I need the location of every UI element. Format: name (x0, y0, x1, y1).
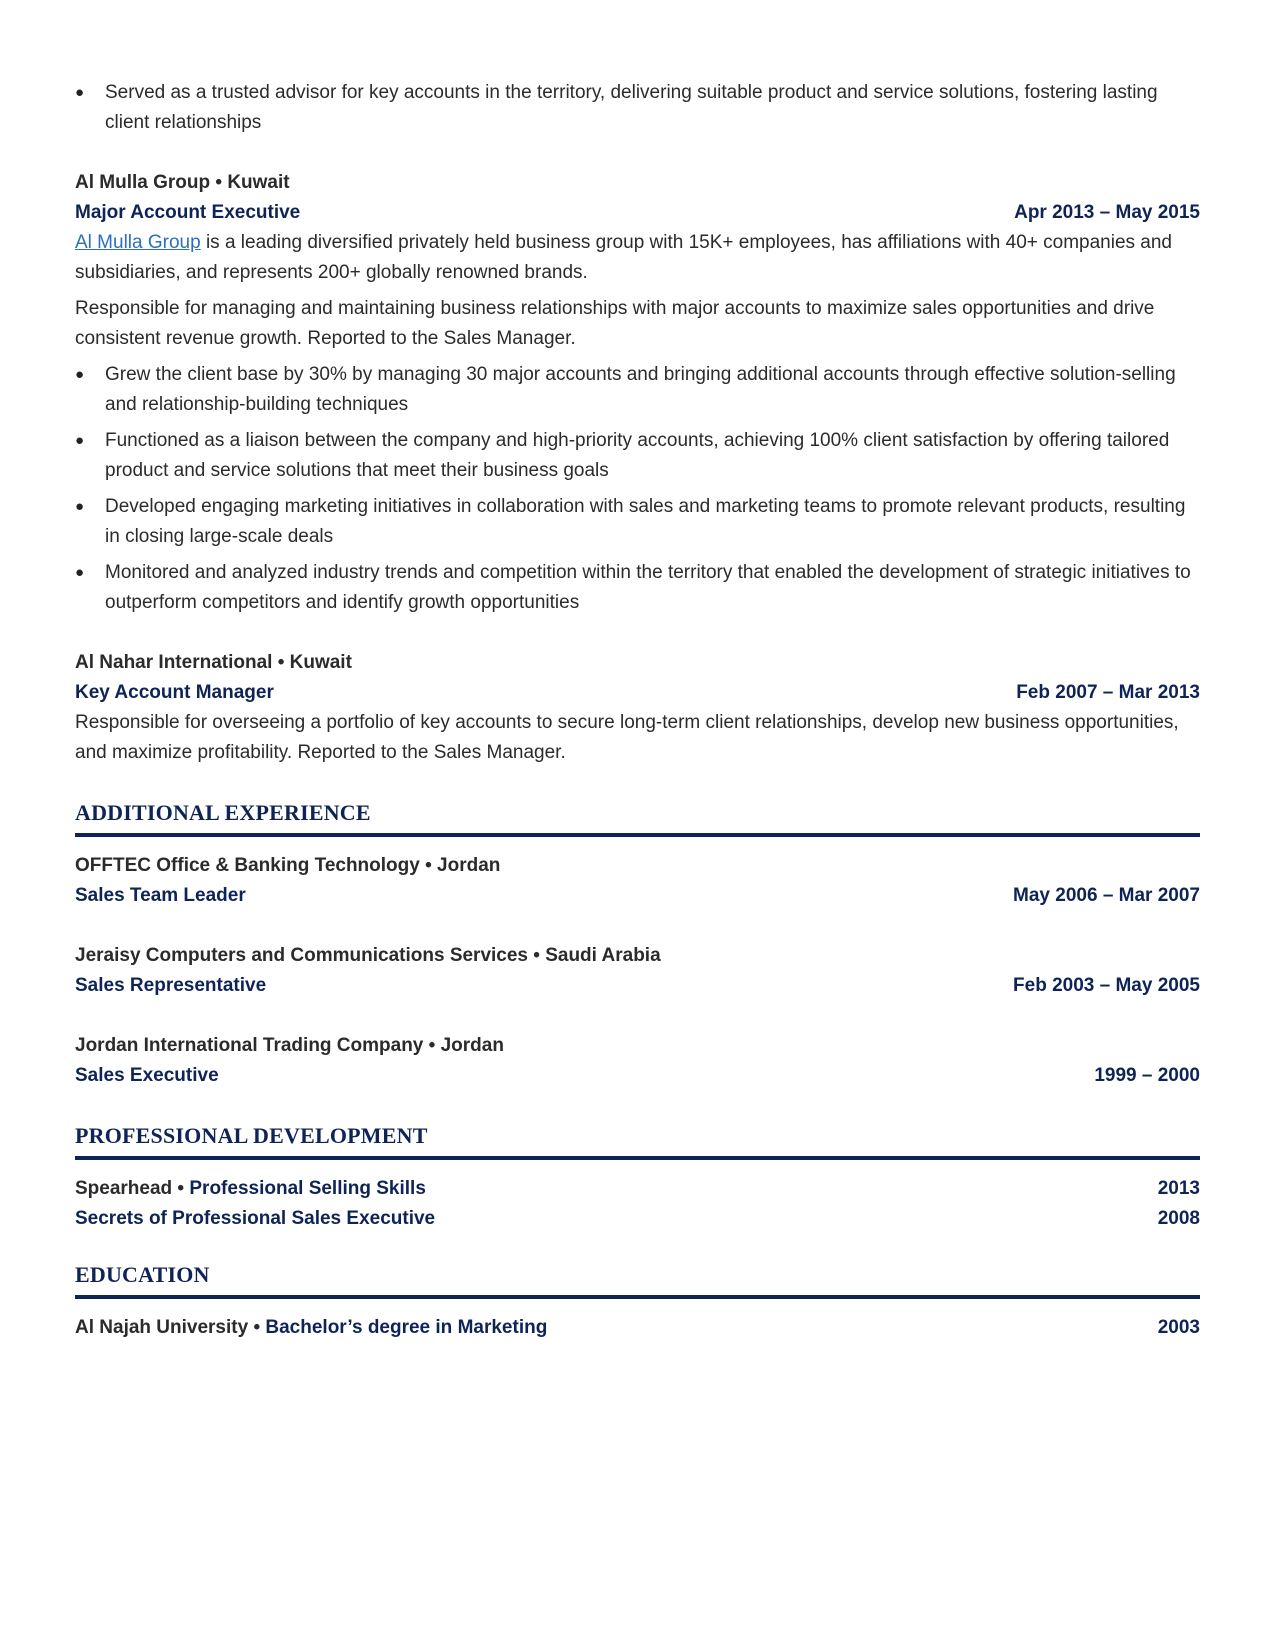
job-al-nahar (75, 648, 1200, 768)
company-name: Jordan International Trading Company • Jordan (75, 1035, 504, 1056)
intro-bullet-list (75, 78, 1200, 138)
list-item: ● Served as a trusted advisor for key accounts in the territory, delivering suitable product and service solutions, fostering lasting client relationships (75, 78, 1200, 138)
training-row (75, 1174, 1200, 1204)
role-row (75, 971, 1200, 1001)
professional-development-list (75, 1174, 1200, 1234)
role-row (75, 1061, 1200, 1091)
job-dates: Feb 2003 – May 2005 (1013, 975, 1200, 996)
role-row (75, 198, 1200, 228)
training-name (75, 1174, 426, 1204)
role-row (75, 678, 1200, 708)
job-summary: Responsible for managing and maintaining business relationships with major accounts to maximize sales opportunities and drive consistent revenue growth. Reported to the Sales Manager. (75, 298, 1155, 349)
list-item: ● Monitored and analyzed industry trends and competition within the territory that enabled the development of strategic initiatives to outperform competitors and identify growth opportunities (75, 558, 1200, 618)
job-dates: Apr 2013 – May 2015 (1014, 202, 1200, 223)
additional-job (75, 851, 1200, 911)
company-name: Al Mulla Group • Kuwait (75, 172, 290, 193)
achievement-list (75, 360, 1200, 618)
job-title: Major Account Executive (75, 202, 301, 223)
education-year: 2003 (1157, 1317, 1200, 1338)
list-item: ● Developed engaging marketing initiatives in collaboration with sales and marketing teams to promote relevant products, resulting in closing large-scale deals (75, 492, 1200, 552)
list-item: ● Functioned as a liaison between the company and high-priority accounts, achieving 100% client satisfaction by offering tailored product and service solutions that meet their business goals (75, 426, 1200, 486)
job-dates: Feb 2007 – Mar 2013 (1016, 682, 1200, 703)
role-row (75, 881, 1200, 911)
training-year: 2013 (1157, 1178, 1200, 1199)
training-org: Spearhead • (75, 1178, 190, 1199)
job-dates: May 2006 – Mar 2007 (1013, 885, 1200, 906)
company-link[interactable]: Al Mulla Group (75, 232, 201, 253)
section-title-additional-experience: ADDITIONAL EXPERIENCE (75, 798, 1200, 837)
additional-job (75, 1031, 1200, 1091)
education-row (75, 1313, 1200, 1343)
additional-job (75, 941, 1200, 1001)
job-dates: 1999 – 2000 (1094, 1065, 1200, 1086)
training-row (75, 1204, 1200, 1234)
training-name (75, 1204, 435, 1234)
training-course: Professional Selling Skills (189, 1178, 426, 1199)
education-entry (75, 1313, 547, 1343)
training-course: Secrets of Professional Sales Executive (75, 1208, 436, 1229)
job-al-mulla (75, 168, 1200, 618)
company-about (75, 228, 1200, 288)
training-year: 2008 (1157, 1208, 1200, 1229)
degree-name: Bachelor’s degree in Marketing (265, 1317, 548, 1338)
job-title: Sales Executive (75, 1065, 219, 1086)
school-name: Al Najah University • (75, 1317, 266, 1338)
company-name: OFFTEC Office & Banking Technology • Jordan (75, 855, 501, 876)
company-about-text: is a leading diversified privately held business group with 15K+ employees, has affiliations with 40+ companies and subsidiaries, and represents 200+ globally renowned brands. (75, 232, 1173, 283)
job-title: Sales Team Leader (75, 885, 246, 906)
company-name: Jeraisy Computers and Communications Services • Saudi Arabia (75, 945, 661, 966)
company-name: Al Nahar International • Kuwait (75, 652, 352, 673)
section-title-professional-development: PROFESSIONAL DEVELOPMENT (75, 1121, 1200, 1160)
job-summary: Responsible for overseeing a portfolio of key accounts to secure long-term client relationships, develop new business opportunities, and maximize profitability. Reported to the Sales Manager. (75, 712, 1179, 763)
list-item: ● Grew the client base by 30% by managing 30 major accounts and bringing additional accounts through effective solution-selling and relationship-building techniques (75, 360, 1200, 420)
section-title-education: EDUCATION (75, 1260, 1200, 1299)
job-title: Key Account Manager (75, 682, 274, 703)
job-title: Sales Representative (75, 975, 267, 996)
